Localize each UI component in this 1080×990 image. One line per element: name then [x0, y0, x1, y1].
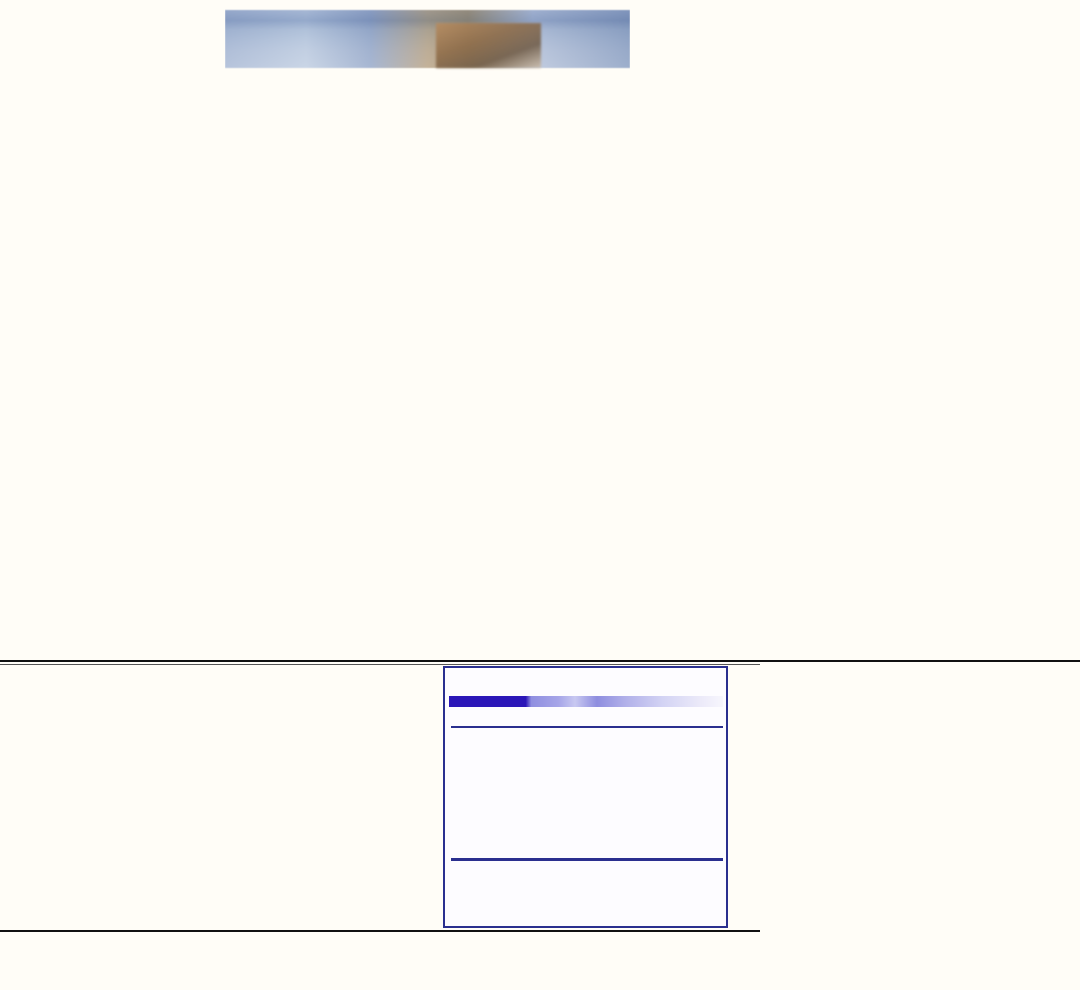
site-banner [225, 2, 630, 92]
color-gradient-bar [449, 696, 723, 707]
member-info-panel [443, 666, 728, 928]
xiaoxi-panel [0, 666, 440, 930]
bottom-divider-secondary [0, 664, 760, 665]
member-panel-rule-2 [451, 858, 723, 861]
bottom-divider [0, 660, 1080, 662]
wave-and-range [451, 710, 723, 723]
last-draw-result [120, 138, 130, 164]
member-panel-rule [451, 726, 723, 728]
issue-heading [122, 103, 134, 128]
bottom-divider-footer [0, 930, 760, 932]
banner-title [299, 20, 596, 88]
